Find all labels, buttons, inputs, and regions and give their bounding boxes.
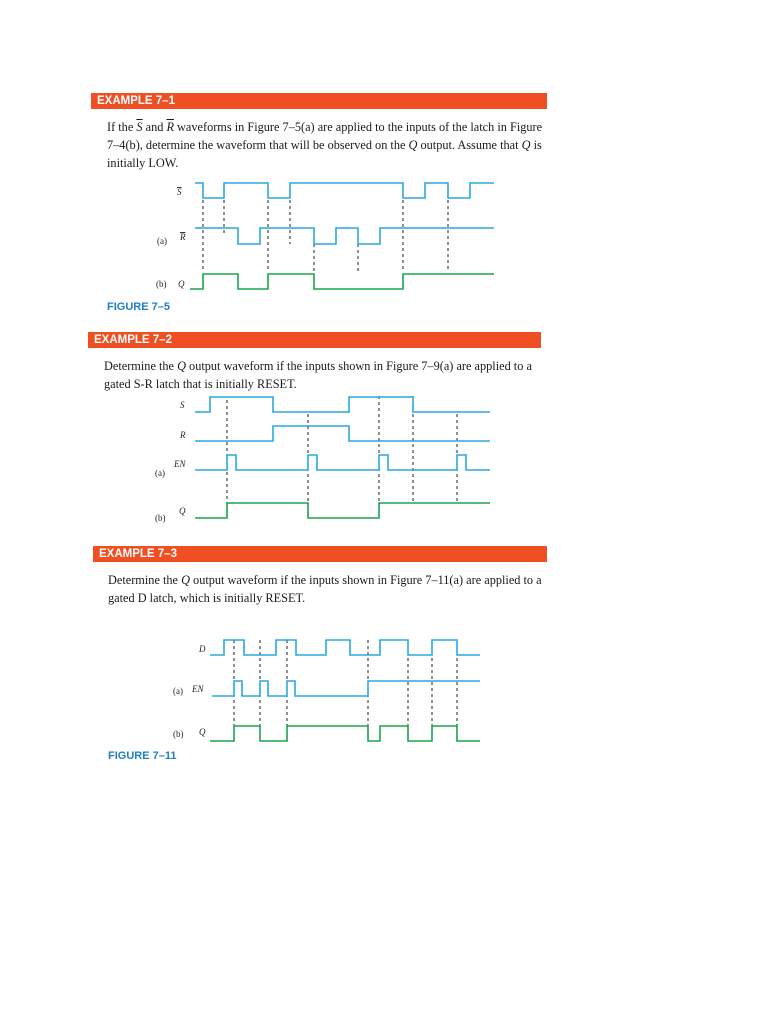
b-label: (b) [173,729,184,739]
q-label: Q [179,506,186,516]
example-7-3-title: EXAMPLE 7–3 [99,548,177,560]
figure-7-5-timing-diagram [0,172,768,302]
s-waveform [195,397,490,412]
en-label: EN [174,459,186,469]
q-label: Q [199,727,206,737]
r-bar-waveform [195,228,494,244]
q-waveform [210,726,480,741]
d-label: D [199,644,206,654]
example-7-3-banner [93,546,547,562]
figure-7-11-timing-diagram [0,632,768,747]
a-label: (a) [155,468,165,478]
figure-7-11-caption: FIGURE 7–11 [108,750,177,762]
example-7-3-text: Determine the Q output waveform if the inputs shown in Figure 7–11(a) are applied to a gated D latch, which is initially RESET. [108,573,542,605]
q-label: Q [178,279,185,289]
example-7-1-title: EXAMPLE 7–1 [97,95,175,107]
q-waveform [190,274,494,289]
b-label: (b) [156,279,167,289]
timing-guides [203,200,448,272]
example-7-1-banner [91,93,547,109]
r-label: R [180,430,186,440]
s-bar-label: S [177,187,182,197]
b-label: (b) [155,513,166,523]
s-label: S [180,400,185,410]
example-7-2-text: Determine the Q output waveform if the inputs shown in Figure 7–9(a) are applied to a gated S-R latch that is initially RESET. [104,359,532,391]
figure-7-5-caption: FIGURE 7–5 [107,301,170,313]
q-waveform [195,503,490,518]
r-bar-label: R [180,232,186,242]
figure-7-9-timing-diagram [0,390,768,525]
en-waveform [212,681,480,696]
r-waveform [195,426,490,441]
a-label: (a) [173,686,183,696]
a-label: (a) [157,236,167,246]
example-7-2-banner [88,332,541,348]
s-bar-waveform [195,183,494,198]
example-7-2-title: EXAMPLE 7–2 [94,334,172,346]
example-7-1-text: If the $\overline{S}$ and $\overline{R}$ waveforms in Figure 7–5(a) are applied to the inputs of the latch in Figure 7–4(b), determine the waveform that will be observed on the Q output. Assume that Q is initially LOW. [107,120,543,170]
timing-guides [227,396,457,518]
en-label: EN [192,684,204,694]
en-waveform [195,455,490,470]
d-waveform [210,640,480,655]
